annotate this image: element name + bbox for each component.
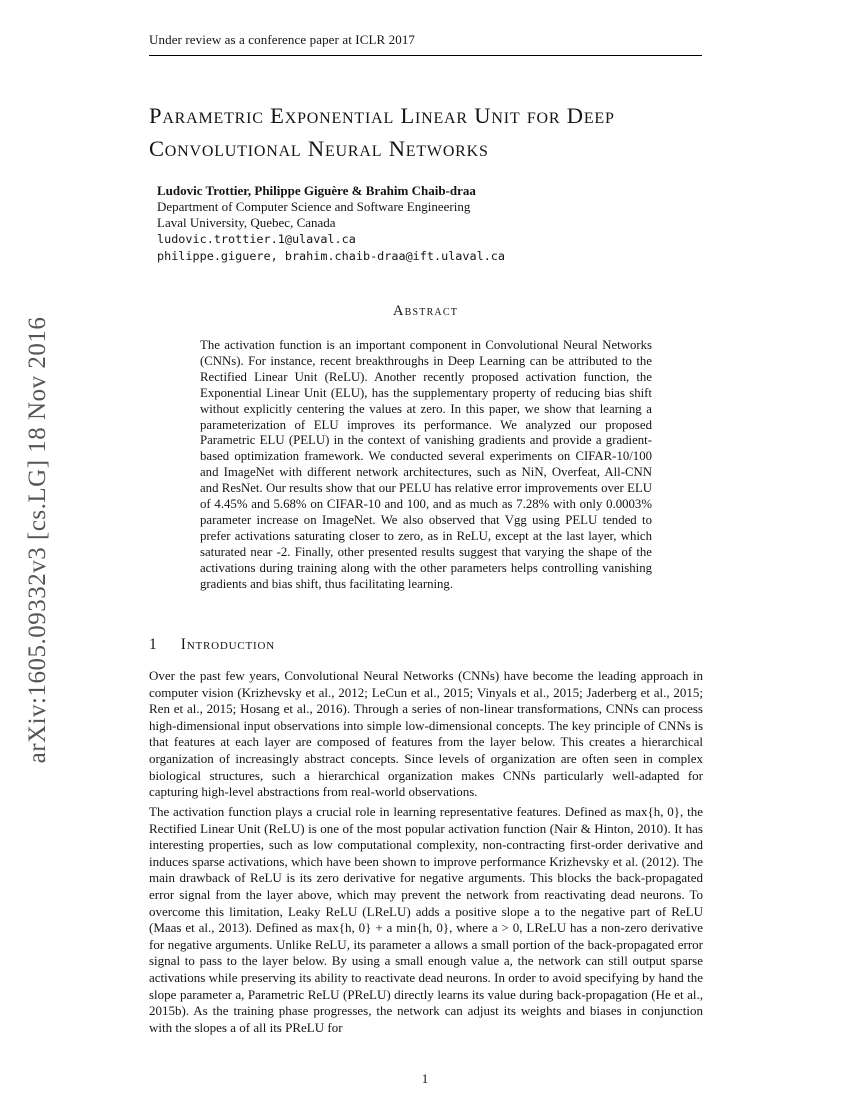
header-rule: [149, 55, 702, 56]
author-block: [157, 183, 505, 264]
running-head: Under review as a conference paper at ICLR 2017: [149, 32, 416, 47]
abstract-text: The activation function is an important component in Convolutional Neural Networks (CNNs). For instance, recent breakthroughs in Deep Learning can be attributed to the Rectified Linear Unit (ReLU). Another recently proposed activation function, the Exponential Linear Unit (ELU), has the supplementary property of reducing bias shift without explicitly centering the values at zero. In this paper, we show that learning a parameterization of ELU improves its performance. We analyzed our proposed Parametric ELU (PELU) in the context of vanishing gradients and provide a gradient-based optimization framework. We conducted several experiments on CIFAR-10/100 and ImageNet with different network architectures, such as NiN, Overfeat, All-CNN and ResNet. Our results show that our PELU has relative error improvements over ELU of 4.45% and 5.68% on CIFAR-10 and 100, and as much as 7.28% with only 0.0003% parameter increase on ImageNet. We also observed that Vgg using PELU tended to prefer activations saturating closer to zero, as in ReLU, except at the last layer, which saturated near -2. Finally, other presented results suggest that varying the shape of the activations during training along with the other parameters helps controlling vanishing gradients and bias shift, thus facilitating learning.: [200, 338, 652, 591]
intro-paragraph-1: Over the past few years, Convolutional Neural Networks (CNNs) have become the leading approach in computer vision (Krizhevsky et al., 2012; LeCun et al., 2015; Vinyals et al., 2015; Jaderberg et al., 2015; Ren et al., 2015; Hosang et al., 2016). Through a series of non-linear transformations, CNNs can process high-dimensional input observations into simple low-dimensional concepts. The key principle of CNNs is that features at each layer are composed of features from the layer below. This creates a hierarchical organization of increasingly abstract concepts. Since levels of organization are often seen in complex biological structures, such a hierarchical organization makes CNNs particularly well-adapted for capturing high-level abstractions from real-world observations.: [149, 668, 703, 800]
section-title: Introduction: [180, 636, 275, 653]
arxiv-stamp: arXiv:1605.09332v3 [cs.LG] 18 Nov 2016: [24, 316, 51, 764]
section-heading-introduction: [149, 636, 275, 654]
author-names: Ludovic Trottier, Philippe Giguère & Brahim Chaib-draa: [157, 183, 476, 198]
author-email-2: philippe.giguere, brahim.chaib-draa@ift.ulaval.ca: [157, 248, 506, 263]
section-number: 1: [149, 636, 157, 653]
author-email-1: ludovic.trottier.1@ulaval.ca: [157, 232, 356, 246]
author-university: Laval University, Quebec, Canada: [157, 215, 336, 230]
author-department: Department of Computer Science and Software Engineering: [157, 199, 471, 214]
intro-paragraph-2: The activation function plays a crucial role in learning representative features. Defined as max{h, 0}, the Rectified Linear Unit (ReLU) is one of the most popular activation function (Nair & Hinton, 2010). It has interesting properties, such as low computational complexity, non-contracting first-order derivative and induces sparse activations, which have been shown to improve performance Krizhevsky et al. (2012). The main drawback of ReLU is its zero derivative for negative arguments. This blocks the back-propagated error signal from the layer above, which may prevent the network from reactivating dead neurons. To overcome this limitation, Leaky ReLU (LReLU) adds a positive slope a to the negative part of ReLU (Maas et al., 2013). Defined as max{h, 0} + a min{h, 0}, where a > 0, LReLU has a non-zero derivative for negative arguments. Unlike ReLU, its parameter a allows a small portion of the back-propagated error signal to pass to the layer below. By using a small enough value a, the network can still output sparse activations while preserving its ability to reactivate dead neurons. In order to avoid specifying by hand the slope parameter a, Parametric ReLU (PReLU) directly learns its value during back-propagation (He et al., 2015b). As the training phase progresses, the network can adjust its weights and biases in conjunction with the slopes a of all its PReLU for: [149, 804, 703, 1035]
abstract-heading: Abstract: [392, 303, 459, 319]
page-number: 1: [421, 1071, 429, 1086]
paper-title: Parametric Exponential Linear Unit for Deep Convolutional Neural Networks: [149, 103, 615, 161]
